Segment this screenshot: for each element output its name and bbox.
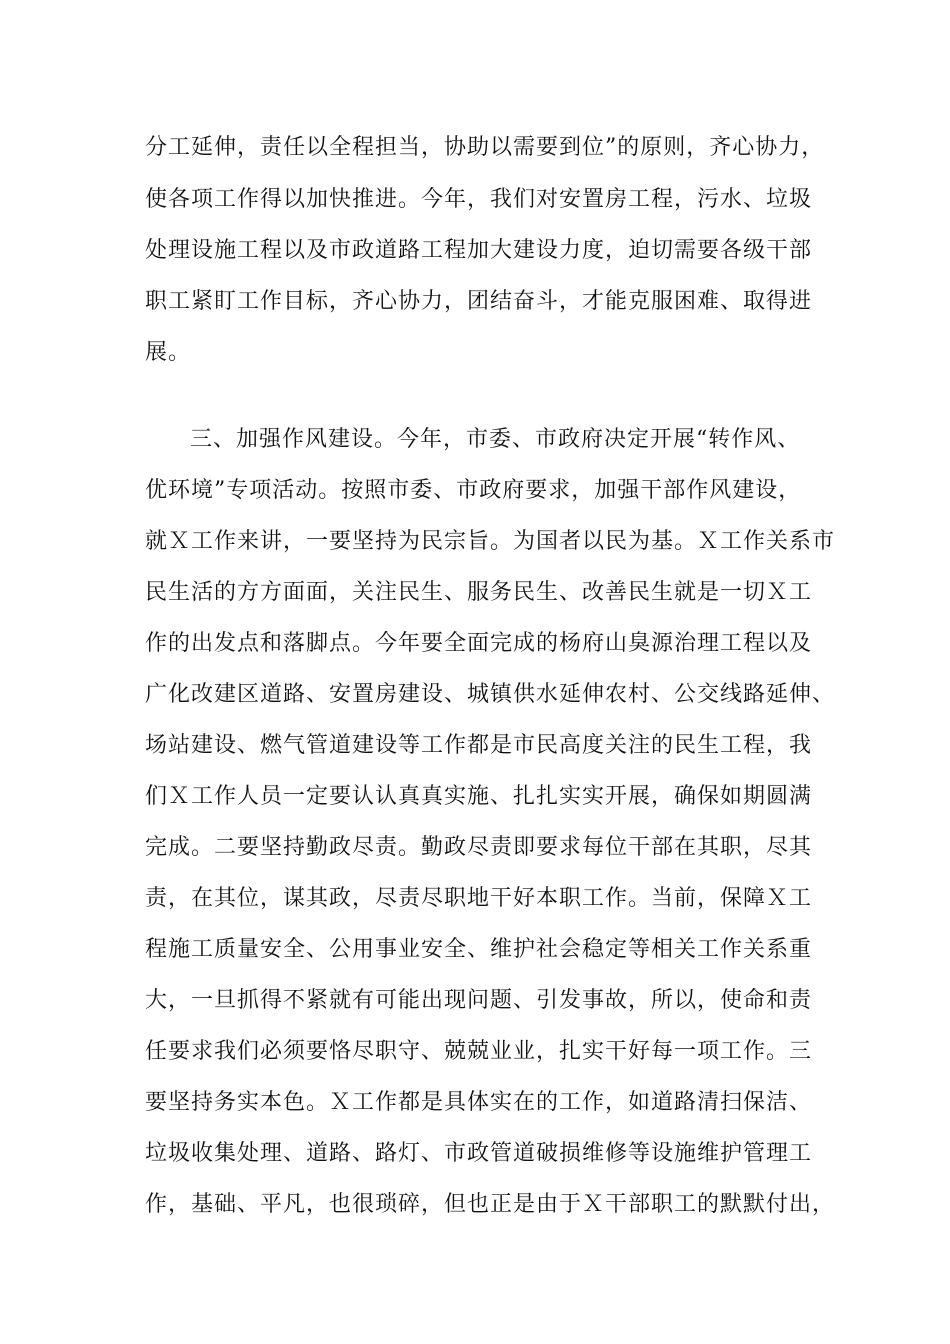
text-line: 使各项工作得以加快推进。今年，我们对安置房工程，污水、垃圾 bbox=[145, 187, 813, 212]
text-line: 程施工质量安全、公用事业安全、维护社会稳定等相关工作关系重 bbox=[145, 937, 813, 962]
text-line: 广化改建区道路、安置房建设、城镇供水延伸农村、公交线路延伸、 bbox=[145, 682, 836, 707]
text-line: 任要求我们必须要恪尽职守、兢兢业业，扎实干好每一项工作。三 bbox=[145, 1039, 813, 1064]
text-line: 完成。二要坚持勤政尽责。勤政尽责即要求每位干部在其职，尽其 bbox=[145, 835, 813, 860]
text-line: 就Ｘ工作来讲，一要坚持为民宗旨。为国者以民为基。Ｘ工作关系市 bbox=[145, 529, 836, 554]
section-heading-line: 三、加强作风建设。今年，市委、市政府决定开展“转作风、 bbox=[190, 427, 801, 452]
text-line: 分工延伸，责任以全程担当，协助以需要到位”的原则，齐心协力， bbox=[145, 135, 825, 160]
text-line: 场站建设、燃气管道建设等工作都是市民高度关注的民生工程，我 bbox=[145, 733, 813, 758]
text-line: 要坚持务实本色。Ｘ工作都是具体实在的工作，如道路清扫保洁、 bbox=[145, 1090, 813, 1115]
text-line: 作的出发点和落脚点。今年要全面完成的杨府山臭源治理工程以及 bbox=[145, 631, 813, 656]
text-line: 职工紧盯工作目标，齐心协力，团结奋斗，才能克服困难、取得进 bbox=[145, 289, 813, 314]
text-line: 们Ｘ工作人员一定要认认真真实施、扎扎实实开展，确保如期圆满 bbox=[145, 784, 813, 809]
text-line: 垃圾收集处理、道路、路灯、市政管道破损维修等设施维护管理工 bbox=[145, 1141, 813, 1166]
text-line: 展。 bbox=[145, 340, 192, 365]
text-line: 处理设施工程以及市政道路工程加大建设力度，迫切需要各级干部 bbox=[145, 238, 813, 263]
text-line: 责，在其位，谋其政，尽责尽职地干好本职工作。当前，保障Ｘ工 bbox=[145, 886, 813, 911]
text-line: 优环境”专项活动。按照市委、市政府要求，加强干部作风建设， bbox=[145, 478, 802, 503]
text-line: 大，一旦抓得不紧就有可能出现问题、引发事故，所以，使命和责 bbox=[145, 988, 813, 1013]
text-line: 作，基础、平凡，也很琐碎，但也正是由于Ｘ干部职工的默默付出， bbox=[145, 1192, 836, 1217]
text-line: 民生活的方方面面，关注民生、服务民生、改善民生就是一切Ｘ工 bbox=[145, 580, 813, 605]
